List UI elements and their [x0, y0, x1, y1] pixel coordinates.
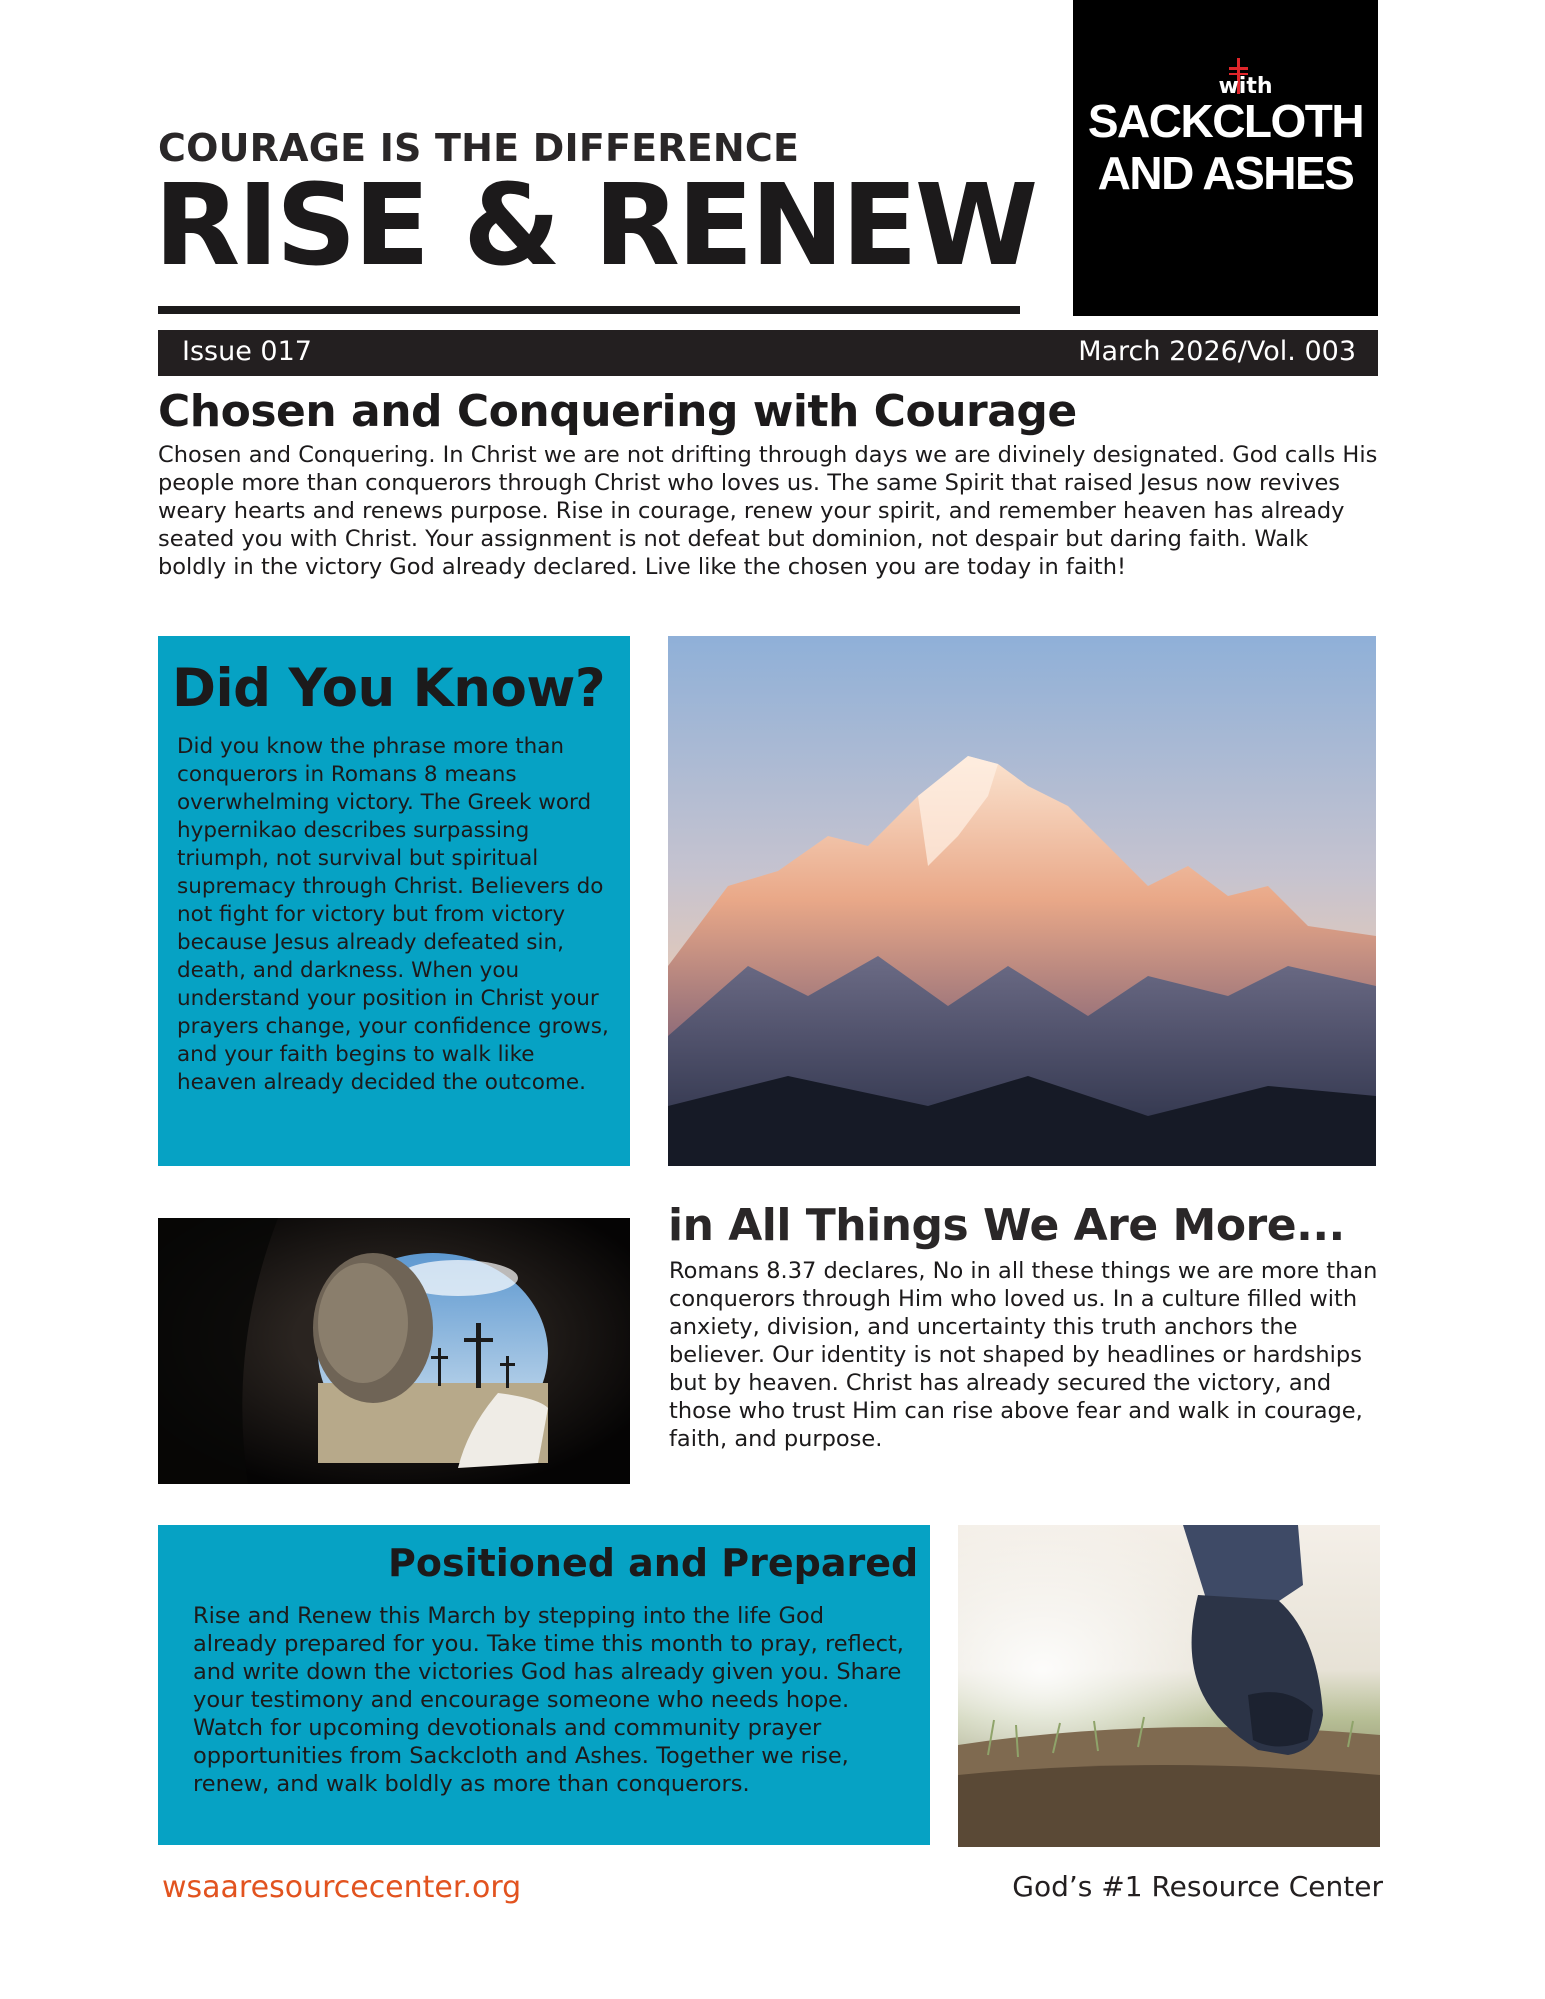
positioned-heading: Positioned and Prepared — [388, 1541, 919, 1585]
logo-small-word: with — [1218, 74, 1273, 99]
did-you-know-box — [158, 636, 630, 1166]
section-2-paragraph: Romans 8.37 declares, No in all these things we are more than conquerors through Him who loved us. In a culture filled with anxiety, division, and uncertainty this truth anchors the believer. Our identity is not shaped by headlines or hardships but by heaven. Christ has already secured the victory, and those who trust Him can rise above fear and walk in courage, faith, and purpose. — [669, 1258, 1378, 1452]
issue-date: March 2026/Vol. 003 — [1078, 336, 1356, 367]
website-link[interactable]: wsaaresourcecenter.org — [162, 1870, 522, 1905]
brand-logo — [1073, 0, 1378, 316]
walking-boot-photo — [958, 1525, 1380, 1847]
kicker-headline: COURAGE IS THE DIFFERENCE — [158, 126, 800, 170]
section-2-heading: in All Things We Are More... — [668, 1200, 1345, 1251]
did-you-know-paragraph: Did you know the phrase more than conquerors in Romans 8 means overwhelming victory. The Greek word hypernikao describes surpassing triumph, not survival but spiritual supremacy through Christ. Believers do not fight for victory but from victory because Jesus already defeated sin, death, and darkness. When you understand your position in Christ your prayers change, your confidence grows, and your faith begins to walk like heaven already decided the outcome. — [177, 734, 609, 1095]
logo-line-2: AND ASHES — [1097, 147, 1354, 199]
intro-paragraph: Chosen and Conquering. In Christ we are not drifting through days we are divinely designated. God calls His people more than conquerors through Christ who loves us. The same Spirit that raised Jesus now revives weary hearts and renews purpose. Rise in courage, renew your spirit, and remember heaven has already seated you with Christ. Your assignment is not defeat but dominion, not despair but daring faith. Walk boldly in the victory God already declared. Live like the chosen you are today in faith! — [158, 442, 1378, 580]
issue-bar — [158, 330, 1378, 376]
mountain-photo — [668, 636, 1376, 1166]
masthead-title: RISE & RENEW — [154, 161, 1036, 291]
logo-line-1: SACKCLOTH — [1087, 95, 1364, 147]
masthead-divider — [158, 306, 1020, 314]
positioned-paragraph: Rise and Renew this March by stepping into the life God already prepared for you. Take time this month to pray, reflect, and write down the victories God has already given you. Share your testimony and encourage someone who needs hope. Watch for upcoming devotionals and community prayer opportunities from Sackcloth and Ashes. Together we rise, renew, and walk boldly as more than conquerors. — [193, 1603, 904, 1797]
positioned-box — [158, 1525, 930, 1845]
intro-heading: Chosen and Conquering with Courage — [158, 386, 1077, 437]
footer-tagline: God’s #1 Resource Center — [1012, 1870, 1383, 1903]
empty-tomb-photo — [158, 1218, 630, 1484]
did-you-know-heading: Did You Know? — [172, 658, 606, 719]
issue-number: Issue 017 — [182, 336, 312, 367]
